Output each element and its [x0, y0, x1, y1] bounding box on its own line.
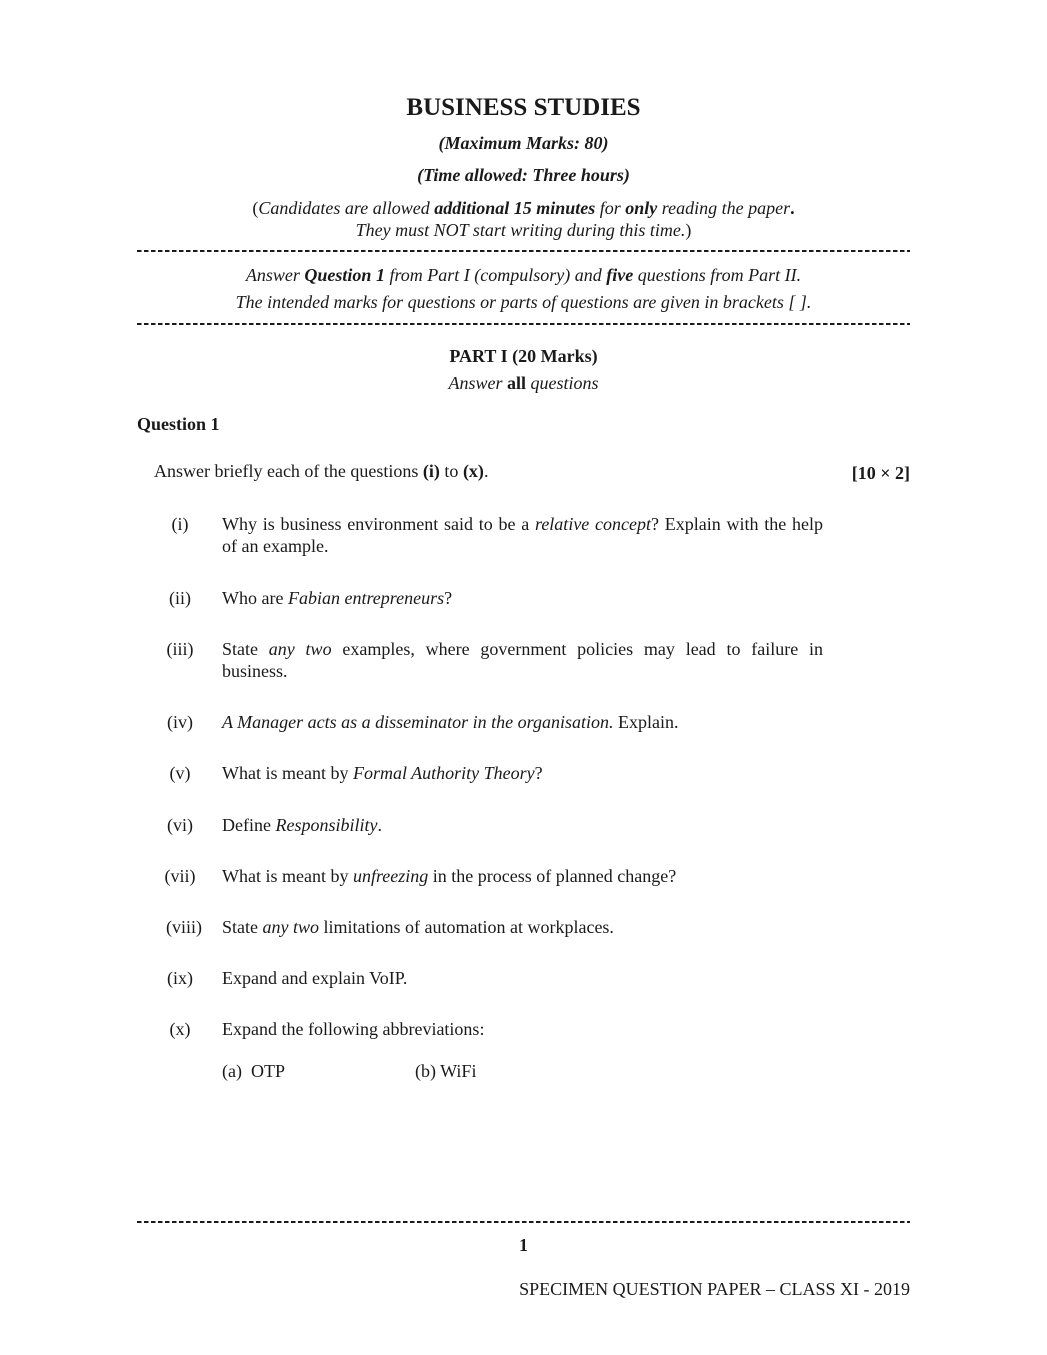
instruction-line-2: The intended marks for questions or parts of questions are given in brackets [ ].	[235, 292, 812, 312]
divider-footer	[137, 1221, 910, 1223]
item-text: Why is business environment said to be a relative concept? Explain with the help of an example.	[222, 514, 823, 556]
item-number: (iv)	[167, 712, 193, 732]
item-text: A Manager acts as a disseminator in the organisation. Explain.	[222, 712, 679, 732]
sub-item-a: (a) OTP	[222, 1061, 285, 1081]
item-number: (iii)	[166, 639, 194, 659]
item-text: State any two limitations of automation at workplaces.	[222, 917, 614, 937]
item-number: (i)	[171, 514, 189, 534]
item-number: (vii)	[164, 866, 196, 886]
item-text: State any two examples, where government policies may lead to failure in business.	[222, 639, 823, 681]
sub-item-b: (b) WiFi	[415, 1061, 477, 1081]
item-number: (x)	[169, 1019, 191, 1039]
divider-middle	[137, 323, 910, 325]
item-number: (v)	[169, 763, 191, 783]
page-number: 1	[519, 1235, 528, 1255]
divider-top	[137, 250, 910, 252]
item-text: Define Responsibility.	[222, 815, 382, 835]
item-text: Who are Fabian entrepreneurs?	[222, 588, 453, 608]
paper-label: SPECIMEN QUESTION PAPER – CLASS XI - 2019	[519, 1279, 910, 1299]
item-number: (ii)	[169, 588, 191, 608]
item-number: (vi)	[167, 815, 193, 835]
marks-badge: [10 × 2]	[851, 463, 910, 483]
item-text: What is meant by unfreezing in the process of planned change?	[222, 866, 677, 886]
reading-note-line2: They must NOT start writing during this time.)	[355, 220, 692, 240]
instruction-line-1: Answer Question 1 from Part I (compulsory) and five questions from Part II.	[245, 265, 802, 285]
item-number: (viii)	[166, 917, 202, 937]
paper-title: BUSINESS STUDIES	[406, 94, 641, 121]
item-text: Expand the following abbreviations:	[222, 1019, 485, 1039]
part-instruction: Answer all questions	[448, 373, 599, 393]
question-heading: Question 1	[137, 414, 220, 434]
part-title: PART I (20 Marks)	[449, 346, 598, 366]
max-marks: (Maximum Marks: 80)	[438, 133, 609, 153]
question-lead: Answer briefly each of the questions (i) to (x).	[154, 461, 489, 481]
item-number: (ix)	[167, 968, 193, 988]
item-text: What is meant by Formal Authority Theory?	[222, 763, 543, 783]
reading-note: (Candidates are allowed additional 15 minutes for only reading the paper.	[252, 198, 795, 218]
item-text: Expand and explain VoIP.	[222, 968, 408, 988]
time-allowed: (Time allowed: Three hours)	[417, 165, 630, 185]
